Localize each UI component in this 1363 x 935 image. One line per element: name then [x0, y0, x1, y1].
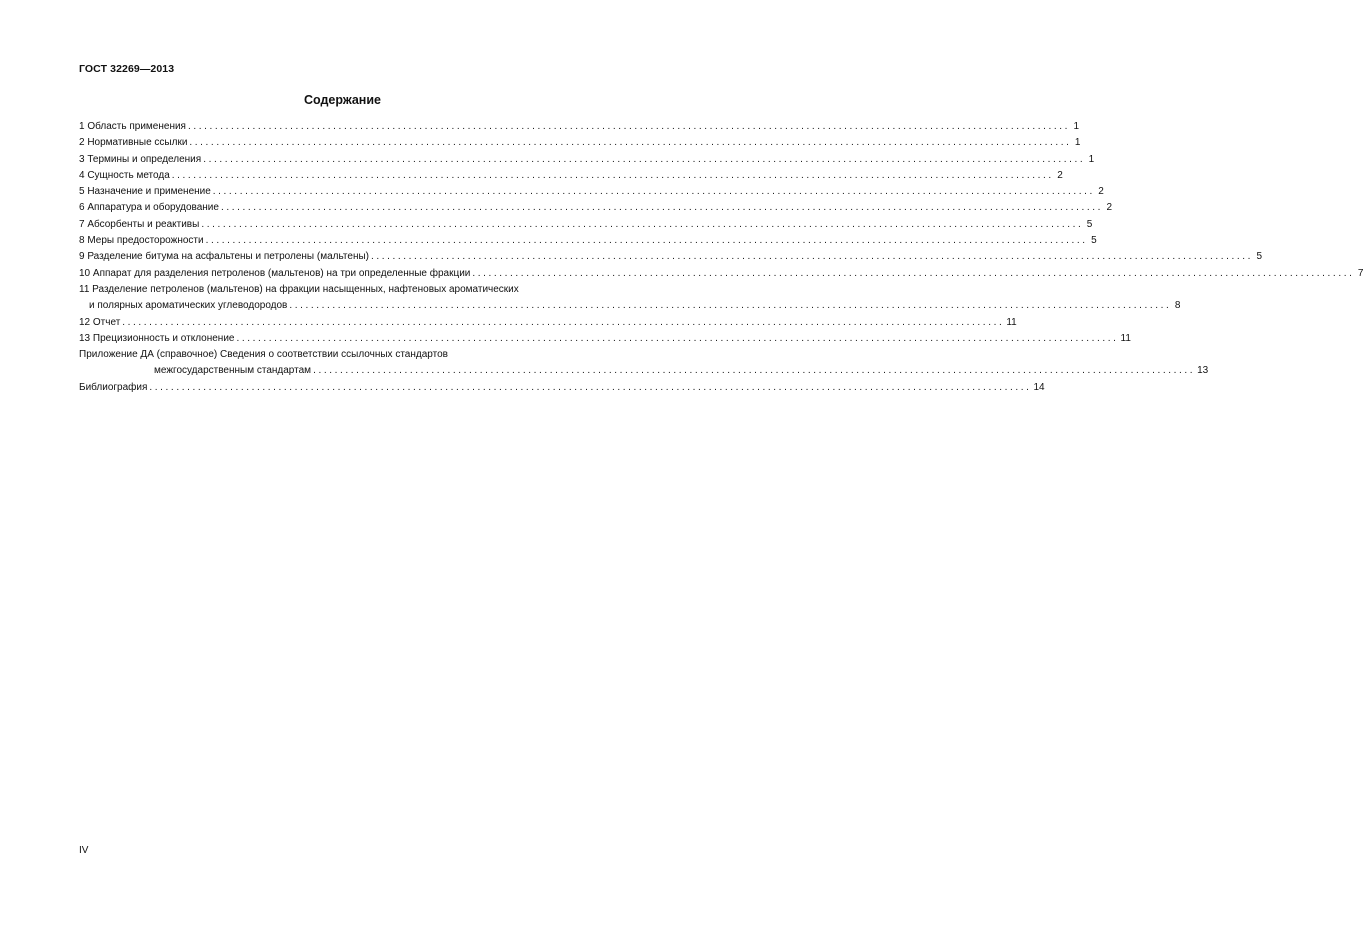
toc-entry-label: Библиография — [79, 381, 148, 393]
toc-entry-page: 1 — [1073, 121, 1080, 132]
toc-entry-label-line2: межгосударственным стандартам — [154, 365, 312, 377]
toc-entry-page: 11 — [1120, 332, 1131, 344]
toc-entry-page: 11 — [1006, 316, 1017, 328]
toc-entry-page: 1 — [1088, 153, 1095, 165]
toc-entry-11[interactable] — [79, 282, 1181, 315]
toc-entry-label-line1: Приложение ДА (справочное) Сведения о соответствии ссылочных стандартов — [79, 349, 448, 361]
toc-entry-label: 10 Аппарат для разделения петроленов (мальтенов) на три определенные фракции — [79, 267, 471, 279]
toc-entry-page: 2 — [1057, 169, 1063, 181]
toc-entry-2[interactable] — [79, 135, 1081, 151]
toc-entry-label: 8 Меры предосторожности — [79, 235, 204, 247]
toc-entry-8[interactable] — [79, 233, 1097, 249]
toc-entry-page: 5 — [1091, 235, 1097, 247]
toc-entry-continuation — [79, 363, 1209, 379]
toc-entry-9[interactable] — [79, 249, 1263, 265]
document-header: ГОСТ 32269—2013 — [79, 63, 175, 75]
toc-leader-dots: .................................................................................................................................................................... — [122, 316, 1005, 328]
toc-entry-label-line2: и полярных ароматических углеводородов — [89, 300, 288, 312]
toc-entry-page: 2 — [1106, 202, 1112, 214]
toc-leader-dots: .................................................................................................................................................................... — [236, 332, 1119, 344]
toc-entry-label: 2 Нормативные ссылки — [79, 137, 188, 149]
toc-leader-dots: .................................................................................................................................................................... — [472, 267, 1355, 279]
toc-entry-page: 1 — [1074, 137, 1081, 149]
toc-leader-dots: .................................................................................................................................................................... — [187, 121, 1071, 132]
toc-entry-12[interactable] — [79, 315, 1017, 331]
page-number: IV — [79, 845, 89, 856]
toc-entry-label: 3 Термины и определения — [79, 153, 202, 165]
toc-entry-3[interactable] — [79, 152, 1095, 168]
toc-entry-6[interactable] — [79, 200, 1112, 216]
toc-entry-page: 5 — [1086, 218, 1093, 230]
toc-entry-label: 7 Абсорбенты и реактивы — [79, 218, 200, 230]
toc-entry-page: 2 — [1098, 186, 1104, 198]
toc-leader-dots: .................................................................................................................................................................... — [220, 202, 1103, 214]
toc-entry-label: 1 Область применения — [79, 121, 186, 132]
toc-entry-label: 6 Аппаратура и оборудование — [79, 202, 219, 214]
toc-leader-dots: .................................................................................................................................................................... — [203, 153, 1086, 165]
toc-leader-dots: .................................................................................................................................................................... — [370, 251, 1254, 263]
toc-entry-page: 7 — [1357, 267, 1363, 279]
toc-leader-dots: .................................................................................................................................................................... — [149, 381, 1032, 393]
toc-leader-dots: .................................................................................................................................................................... — [289, 300, 1172, 312]
toc-entry-label: 13 Прецизионность и отклонение — [79, 332, 235, 344]
toc-entry-label: 9 Разделение битума на асфальтены и петролены (мальтены) — [79, 251, 369, 263]
toc-entry-13[interactable] — [79, 331, 1131, 347]
toc-leader-dots: .................................................................................................................................................................... — [313, 365, 1196, 377]
toc-entry-page: 14 — [1033, 381, 1045, 393]
toc-entry-4[interactable] — [79, 168, 1063, 184]
toc-title: Содержание — [303, 93, 381, 107]
toc-entry-label: 12 Отчет — [79, 316, 121, 328]
toc-entry-label: 5 Назначение и применение — [79, 186, 211, 198]
toc-leader-dots: .................................................................................................................................................................... — [205, 235, 1088, 247]
toc-entry-bibliography[interactable] — [79, 380, 1045, 396]
toc-entry-10[interactable] — [79, 266, 1363, 282]
toc-entry-label: 4 Сущность метода — [79, 169, 170, 181]
toc-leader-dots: .................................................................................................................................................................... — [212, 186, 1095, 198]
toc-leader-dots: .................................................................................................................................................................... — [171, 169, 1054, 181]
toc-entry-continuation — [79, 298, 1181, 314]
toc-entry-7[interactable] — [79, 217, 1093, 233]
toc-entry-page: 5 — [1256, 251, 1263, 263]
table-of-contents — [79, 119, 1363, 396]
toc-leader-dots: .................................................................................................................................................................... — [189, 137, 1072, 149]
toc-entry-label-line1: 11 Разделение петроленов (мальтенов) на фракции насыщенных, нафтеновых ароматических — [79, 283, 519, 295]
toc-entry-page: 8 — [1174, 300, 1181, 312]
toc-entry-page: 13 — [1197, 365, 1209, 377]
toc-entry-annex-da[interactable] — [79, 347, 1209, 380]
toc-leader-dots: .................................................................................................................................................................... — [201, 218, 1084, 230]
toc-entry-5[interactable] — [79, 184, 1104, 200]
toc-entry-1[interactable] — [79, 119, 1080, 135]
